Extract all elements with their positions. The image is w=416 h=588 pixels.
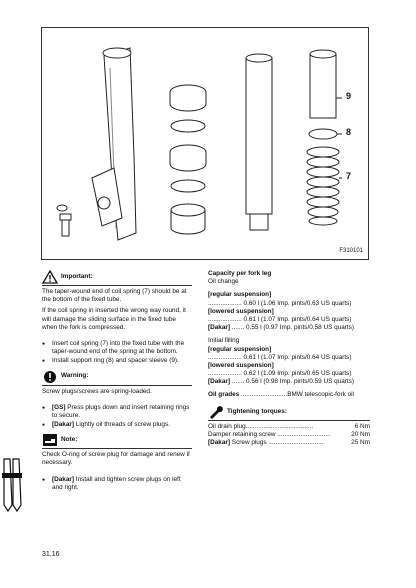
page-number: 31.16 xyxy=(42,551,60,558)
left-column xyxy=(42,270,192,496)
figure-code: F310101 xyxy=(339,248,363,255)
divider xyxy=(42,285,192,286)
washer xyxy=(57,205,67,211)
coil-spring xyxy=(307,147,339,225)
callout-9: 9 xyxy=(346,91,352,101)
torque-row: Oil drain plug...................................... 6 Nm xyxy=(208,422,370,430)
list-item: ● Install support ring (8) and spacer sleeve (9). xyxy=(42,357,192,365)
important-text-2: If the coil spring in inserted the wrong way round, it will damage the sliding surface in the fixed tube when the fork is compressed. xyxy=(42,307,186,331)
warning-title: Warning: xyxy=(61,372,89,380)
damper-rod xyxy=(246,58,272,214)
torques-title: Tightening torques: xyxy=(227,407,287,415)
list-item: ● [GS] Press plugs down and insert retaining rings to secure. xyxy=(42,404,192,420)
exploded-view-figure xyxy=(41,27,369,260)
torques-header xyxy=(208,405,370,419)
fork-parts-illustration xyxy=(42,28,368,259)
lowered-suspension-label: [lowered suspension] xyxy=(208,307,274,315)
step-list-3 xyxy=(42,476,192,492)
initial-regular-label: [regular suspension] xyxy=(208,345,272,353)
important-text-1: The taper-wound end of coil spring (7) should be at the bottom of the fixed tube. xyxy=(42,288,187,304)
note-title: Note: xyxy=(61,436,78,444)
warning-text: Screw plugs/screws are spring-loaded. xyxy=(42,387,152,395)
callout-7: 7 xyxy=(346,171,352,181)
lowered-suspension-value: ................... 0.61 l (1.07 Imp. pints/0.64 US quarts) xyxy=(208,315,352,323)
oil-grades: Oil grades ..........................BMW telescopic-fork oil xyxy=(208,391,354,399)
initial-lowered-label: [lowered suspension] xyxy=(208,361,274,369)
fork-section-tab-icon xyxy=(0,455,24,515)
warning-header xyxy=(42,370,192,384)
regular-suspension-label: [regular suspension] xyxy=(208,291,272,299)
warning-triangle-icon xyxy=(42,270,58,284)
divider xyxy=(42,385,192,386)
callout-8: 8 xyxy=(346,127,352,137)
list-item: ● [Dakar] Lightly oil threads of screw plugs. xyxy=(42,421,192,429)
wrench-icon xyxy=(208,405,224,419)
warning-circle-icon xyxy=(42,370,58,384)
divider xyxy=(42,448,192,449)
initial-filling-label: Initial filling xyxy=(208,337,240,345)
list-item: ● [Dakar] Install and tighten screw plugs on left and right. xyxy=(42,476,192,492)
initial-lowered-value: ................... 0.62 l (1.09 Imp. pints/0.65 US quarts) xyxy=(208,370,352,378)
note-header xyxy=(42,433,192,447)
capacity-title: Capacity per fork leg xyxy=(208,270,272,277)
regular-suspension-value: ................... 0.60 l (1.06 Imp. pints/0.63 US quarts) xyxy=(208,299,352,307)
oil-change-label: Oil change xyxy=(208,278,239,286)
step-list-2 xyxy=(42,404,192,430)
initial-dakar-capacity: [Dakar] ....... 0.56 l (0.98 Imp. pints/0.59 US quarts) xyxy=(208,378,354,386)
bolt xyxy=(62,218,69,236)
spacer-sleeve xyxy=(310,54,336,118)
step-list-1 xyxy=(42,340,192,366)
list-item: ● Insert coil spring (7) into the fixed tube with the taper-wound end of the spring at the bottom. xyxy=(42,340,192,356)
support-ring xyxy=(309,129,337,139)
torque-row: [Dakar] Screw plugs ............................... 25 Nm xyxy=(208,439,370,446)
important-header xyxy=(42,270,192,284)
note-hand-icon xyxy=(42,433,58,447)
important-title: Important: xyxy=(61,272,93,280)
divider xyxy=(208,420,370,421)
dakar-capacity: [Dakar] ....... 0.55 l (0.97 Imp. pints/0.58 US quarts) xyxy=(208,324,354,332)
right-column xyxy=(208,270,370,447)
note-text: Check O-ring of screw plug for damage and renew if necessary. xyxy=(42,451,190,467)
torque-row: Damper retaining screw .............................. 20 Nm xyxy=(208,430,370,438)
initial-regular-value: ................... 0.61 l (1.07 Imp. pints/0.64 US quarts) xyxy=(208,353,352,361)
